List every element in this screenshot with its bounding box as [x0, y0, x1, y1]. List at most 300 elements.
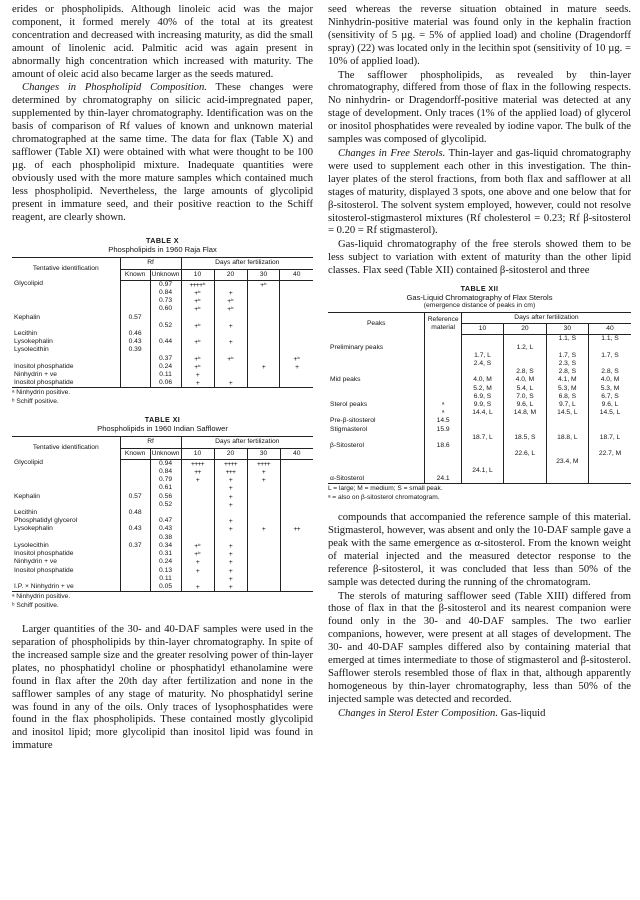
column-header: 30 [247, 448, 280, 459]
table-cell [461, 458, 503, 466]
row-label: Ninhydrin + ve [14, 558, 57, 566]
table-cell: 5.3, M [589, 385, 631, 393]
table-row [328, 442, 631, 450]
paragraph-text: Thin-layer and gas-liquid chromatography were used to supplement each other in this investigation. The thin-layer plates of the sterol fractions, from both flax and safflower at all stages of maturity, displayed 3 spots, one above and one below that for β-sitosterol. The solvent system employed, however, could not resolve sitosterol-stigmasterol mixtures (Rf cholesterol = 0.23; Rf β-sitosterol = 0.20 = Rf stigmasterol). [328, 147, 631, 237]
row-label: I.P. × Ninhydrin + ve [12, 583, 120, 592]
row-label: Phosphatidyl glycerol [14, 517, 78, 525]
table-cell: 0.61 [150, 484, 181, 492]
row-label [12, 534, 120, 542]
table-cell [504, 335, 546, 344]
table-cell: 0.47 [150, 517, 181, 525]
table-cell [425, 467, 461, 475]
table-row [12, 355, 313, 363]
table-title: Phospholipids in 1960 Indian Safflower [97, 424, 228, 434]
row-label: Glycolipid [14, 280, 43, 288]
table-cell: 0.52 [150, 501, 181, 509]
column-header: Rf [120, 258, 181, 269]
table-row [12, 289, 313, 297]
table-cell [181, 525, 214, 533]
table-cell [120, 363, 150, 371]
table-cell: 1.1, S [589, 335, 631, 344]
table-cell: 15.9 [425, 426, 461, 434]
table-cell: 9.7, L [546, 401, 588, 409]
column-header: Days after fertilization [181, 258, 313, 269]
table-cell [280, 534, 313, 542]
table-cell: 0.37 [120, 542, 150, 550]
table-cell: +ᵇ [181, 338, 214, 346]
table-row [12, 468, 313, 476]
table-cell [425, 335, 461, 344]
table-cell [247, 346, 280, 354]
row-label [328, 434, 425, 442]
paragraph: Gas-liquid chromatography of the free sterols showed them to be less subject to variation with extent of maturity than the other lipid classes. Flax seed (Table XII) contained β-sitosterol and three [328, 239, 631, 277]
table-cell: +ᵇ [181, 355, 214, 363]
table-cell [120, 517, 150, 525]
table-cell: 0.24 [150, 558, 181, 566]
table-cell [247, 509, 280, 517]
right-column [328, 4, 631, 722]
table-cell [120, 289, 150, 297]
table-cell: + [181, 476, 214, 484]
table-row [12, 575, 313, 583]
table-cell [504, 458, 546, 466]
table-cell [247, 583, 280, 592]
table-cell [425, 352, 461, 360]
table-cell: + [247, 468, 280, 476]
table-cell [546, 442, 588, 450]
table-title: Gas-Liquid Chromatography of Flax Sterols [406, 293, 553, 303]
table-cell: ++ [181, 468, 214, 476]
table-cell: 6.7, S [589, 393, 631, 401]
table-row [12, 314, 313, 322]
table-cell: 18.5, S [504, 434, 546, 442]
table-cell [280, 459, 313, 468]
table-row [328, 458, 631, 466]
table-cell [247, 371, 280, 379]
table-cell: 18.7, L [589, 434, 631, 442]
table-cell [461, 417, 503, 425]
table-footnote: ᵇ Schiff positive. [12, 398, 59, 406]
table-cell [589, 475, 631, 484]
table-cell: 0.48 [120, 509, 150, 517]
table-cell: + [214, 550, 247, 558]
table-cell [425, 376, 461, 384]
column-header: 20 [214, 448, 247, 459]
table-row [328, 475, 631, 484]
table-cell: 14.4, L [461, 409, 503, 417]
table-cell [280, 338, 313, 346]
row-label [12, 501, 120, 509]
column-header: 20 [504, 324, 546, 335]
table-cell [120, 305, 150, 313]
table-row [328, 417, 631, 425]
row-label: Inositol phosphatide [14, 362, 74, 370]
row-label: Pre-β-sitosterol [330, 417, 376, 425]
table-cell: 18.8, L [546, 434, 588, 442]
table-cell: 4.0, M [504, 376, 546, 384]
table-cell: +ᵇ [181, 542, 214, 550]
table-cell [589, 442, 631, 450]
table-cell: +ᵇ [280, 355, 313, 363]
table-row [12, 338, 313, 346]
row-label: Inositol phosphatide [12, 379, 120, 388]
column-header: Peaks [328, 313, 425, 335]
table-cell [181, 493, 214, 501]
table-cell [247, 297, 280, 305]
table-cell [120, 534, 150, 542]
table-cell: + [214, 476, 247, 484]
table-cell: +ᵇ [181, 322, 214, 330]
table-cell: 0.38 [150, 534, 181, 542]
table-cell: 0.43 [150, 525, 181, 533]
table-cell: + [214, 379, 247, 388]
table-cell: ++++ [181, 459, 214, 468]
table-cell: 0.84 [150, 289, 181, 297]
table-cell: 0.52 [150, 322, 181, 330]
table-cell [247, 355, 280, 363]
row-label: Preliminary peaks [330, 343, 384, 351]
table-cell [280, 305, 313, 313]
table-row [12, 371, 313, 379]
table-cell [120, 575, 150, 583]
table-cell: +++ [214, 468, 247, 476]
table-cell [504, 360, 546, 368]
table-cell [120, 371, 150, 379]
table-cell: 0.56 [150, 493, 181, 501]
table-footnote: ᵃ Ninhydrin positive. [12, 389, 71, 397]
table-cell: 1.7, L [461, 352, 503, 360]
table-cell [181, 314, 214, 322]
row-label [328, 409, 425, 417]
table-cell [120, 567, 150, 575]
column-header: Known [120, 269, 150, 280]
table-title: Phospholipids in 1960 Raja Flax [108, 245, 217, 255]
column-header: Reference material [425, 313, 461, 335]
table-footnote: ᵃ Ninhydrin positive. [12, 593, 71, 601]
table-cell: + [214, 542, 247, 550]
table-cell: + [214, 493, 247, 501]
table-cell [181, 534, 214, 542]
table-cell [461, 368, 503, 376]
table-cell [425, 360, 461, 368]
row-label [328, 450, 425, 458]
table-cell [120, 280, 150, 289]
table-cell [280, 314, 313, 322]
row-label [328, 467, 425, 475]
table-cell [214, 346, 247, 354]
table-cell [247, 322, 280, 330]
table-cell [589, 344, 631, 352]
table-row [12, 558, 313, 566]
table-cell [280, 542, 313, 550]
table-cell: 7.0, S [504, 393, 546, 401]
table-cell [280, 297, 313, 305]
table-cell: 2.8, S [589, 368, 631, 376]
left-column [12, 4, 313, 754]
table-cell [214, 509, 247, 517]
table-cell [150, 346, 181, 354]
table-cell [280, 379, 313, 388]
row-label [12, 305, 120, 313]
table-row [328, 352, 631, 360]
table-cell: + [247, 363, 280, 371]
column-header: 30 [247, 269, 280, 280]
table-cell: 0.39 [120, 346, 150, 354]
table-cell [120, 550, 150, 558]
row-label: Ninhydrin + ve [14, 371, 57, 379]
table-cell: 9.6, L [504, 401, 546, 409]
row-label: Glycolipid [14, 459, 43, 467]
table-cell: 6.8, S [546, 393, 588, 401]
table-cell: 0.34 [150, 542, 181, 550]
column-header: 30 [546, 324, 588, 335]
table-cell [247, 338, 280, 346]
table-row [12, 517, 313, 525]
table-footnote: ᵇ Schiff positive. [12, 602, 59, 610]
table-cell [120, 558, 150, 566]
table-cell [461, 442, 503, 450]
table-cell [247, 501, 280, 509]
table-cell [280, 468, 313, 476]
table-cell [181, 484, 214, 492]
table-cell: + [280, 363, 313, 371]
table-row [12, 542, 313, 550]
table-cell [280, 558, 313, 566]
table-cell [425, 434, 461, 442]
table-cell: + [214, 567, 247, 575]
table-cell [181, 346, 214, 354]
table-row [12, 509, 313, 517]
column-header: Days after fertilization [181, 437, 313, 448]
table-cell [214, 314, 247, 322]
row-label: Lysokephalin [14, 338, 53, 346]
table-cell: ++++ᵇ [181, 280, 214, 289]
table-cell [280, 575, 313, 583]
table-cell [181, 330, 214, 338]
table-cell: + [214, 322, 247, 330]
table-row [328, 344, 631, 352]
table-cell [461, 426, 503, 434]
table-cell [280, 583, 313, 592]
table-row [12, 322, 313, 330]
table-cell: 0.43 [120, 338, 150, 346]
table-cell: 0.97 [150, 280, 181, 289]
table-xii [328, 284, 631, 502]
column-header: Unknown [150, 269, 181, 280]
table-cell [181, 509, 214, 517]
table-cell [461, 344, 503, 352]
row-label [12, 322, 120, 330]
table-cell [247, 484, 280, 492]
column-header: 10 [181, 448, 214, 459]
table-cell: 4.0, M [589, 376, 631, 384]
table-cell [546, 475, 588, 484]
table-cell [247, 305, 280, 313]
table-cell: ᵃ [425, 409, 461, 417]
table-cell [247, 542, 280, 550]
table-cell [280, 330, 313, 338]
paragraph: erides or phospholipids. Although linoleic acid was the major component, it formed merely 40% of the total at its greatest concentration and decreased with increasing maturity, as did the small amount of linolenic acid. Palmitic acid was again present in abnormally high concentration which increased with maturity. The amount of oleic acid also became larger as the seeds matured. [12, 4, 313, 80]
table-cell: + [181, 567, 214, 575]
table-cell: 5.2, M [461, 385, 503, 393]
column-header: 10 [461, 324, 503, 335]
table-row [328, 409, 631, 417]
table-subtitle: (emergence distance of peaks in cm) [423, 302, 536, 310]
table-cell [120, 583, 150, 592]
row-label [328, 352, 425, 360]
table-cell: 14.5 [425, 417, 461, 425]
table-cell [247, 550, 280, 558]
table-cell [150, 314, 181, 322]
row-label: Sterol peaks [330, 401, 368, 409]
table-cell [181, 575, 214, 583]
row-label [12, 575, 120, 583]
table-cell [546, 426, 588, 434]
table-cell [280, 517, 313, 525]
table-cell [120, 459, 150, 468]
table-footnote: L = large; M = medium; S = small peak. [328, 485, 443, 493]
table-cell: 0.46 [120, 330, 150, 338]
table-cell: 0.43 [120, 525, 150, 533]
table-row [12, 484, 313, 492]
table-cell: 0.44 [150, 338, 181, 346]
row-label [12, 297, 120, 305]
table-cell: +ᵇ [214, 305, 247, 313]
table-cell [247, 575, 280, 583]
table-cell: 0.84 [150, 468, 181, 476]
table-cell [120, 379, 150, 388]
table-cell [280, 501, 313, 509]
row-label: Lecithin [14, 330, 38, 338]
table-cell: +ᵇ [214, 355, 247, 363]
column-header: 40 [280, 269, 313, 280]
row-label [12, 476, 120, 484]
table-grid [12, 257, 313, 388]
table-cell [425, 368, 461, 376]
table-cell: 0.57 [120, 493, 150, 501]
table-cell: + [214, 517, 247, 525]
row-label: β-Sitosterol [330, 442, 364, 450]
paragraph [12, 82, 313, 224]
table-cell [181, 517, 214, 525]
column-header: Days after fertilization [461, 313, 631, 324]
table-cell: 24.1 [425, 475, 461, 484]
table-xi [12, 415, 313, 610]
table-body [328, 335, 631, 484]
table-cell: ++ [280, 525, 313, 533]
column-header: Rf [120, 437, 181, 448]
table-cell [546, 417, 588, 425]
table-cell: + [181, 371, 214, 379]
table-cell: 2.8, S [546, 368, 588, 376]
table-cell [461, 450, 503, 458]
table-cell: 1.2, L [504, 344, 546, 352]
table-body [12, 280, 313, 388]
table-cell: + [214, 484, 247, 492]
table-cell [120, 297, 150, 305]
table-cell: 0.60 [150, 305, 181, 313]
table-cell: 23.4, M [546, 458, 588, 466]
table-cell: + [247, 476, 280, 484]
row-label: α-Sitosterol [328, 475, 425, 484]
table-cell [120, 468, 150, 476]
table-cell [280, 476, 313, 484]
table-row [12, 305, 313, 313]
table-cell: 0.24 [150, 363, 181, 371]
column-header: Tentative identification [12, 437, 120, 459]
column-header: 20 [214, 269, 247, 280]
table-cell [120, 476, 150, 484]
table-row [12, 330, 313, 338]
table-cell: 2.3, S [546, 360, 588, 368]
table-cell: + [247, 525, 280, 533]
table-cell: +ᵇ [181, 305, 214, 313]
paragraph: compounds that accompanied the reference sample of this material. Stigmasterol, however, was absent and only the 10-DAF sample gave a peak with the same emergence as α-sitosterol. From the known weight of material injected and the measured detector response to the reference β-sitosterol, it was concluded that less than 50% of the sample was detected during the running of the chromatogram. [328, 512, 631, 588]
table-cell [247, 567, 280, 575]
row-label [328, 335, 425, 344]
table-row [328, 434, 631, 442]
table-row [12, 297, 313, 305]
paragraph-text: Gas-liquid [498, 707, 546, 719]
table-row [12, 493, 313, 501]
table-cell [280, 280, 313, 289]
table-cell [589, 467, 631, 475]
table-cell [589, 417, 631, 425]
table-cell: +ᵇ [181, 289, 214, 297]
table-label: TABLE XII [460, 284, 499, 294]
table-row [12, 280, 313, 289]
row-label: Lysolecithin [14, 346, 49, 354]
table-row [12, 363, 313, 371]
table-cell [120, 322, 150, 330]
table-cell: ++++ [214, 459, 247, 468]
table-label: TABLE X [145, 236, 179, 246]
row-label [12, 468, 120, 476]
table-row [12, 379, 313, 388]
table-cell: 14.5, L [546, 409, 588, 417]
row-label: Lysolecithin [14, 541, 49, 549]
table-cell [589, 360, 631, 368]
table-cell: +ᵇ [247, 280, 280, 289]
table-cell: + [214, 289, 247, 297]
table-cell [247, 379, 280, 388]
section-heading: Changes in Sterol Ester Composition. [338, 707, 498, 719]
row-label [328, 360, 425, 368]
row-label [12, 484, 120, 492]
table-cell: 0.11 [150, 575, 181, 583]
row-label: Lecithin [14, 509, 38, 517]
table-cell: 0.79 [150, 476, 181, 484]
table-cell [504, 467, 546, 475]
table-cell [461, 335, 503, 344]
section-heading: Changes in Phospholipid Composition. [22, 82, 207, 94]
row-label [328, 393, 425, 401]
table-row [328, 401, 631, 409]
table-cell [504, 442, 546, 450]
table-row [328, 426, 631, 434]
row-label: Mid peaks [330, 376, 361, 384]
table-cell [425, 344, 461, 352]
table-cell: 9.6, L [589, 401, 631, 409]
table-cell: 5.4, L [504, 385, 546, 393]
column-header: 10 [181, 269, 214, 280]
table-cell: +ᵇ [214, 297, 247, 305]
table-row [328, 376, 631, 384]
table-cell: 0.57 [120, 314, 150, 322]
table-row [328, 360, 631, 368]
table-cell [280, 346, 313, 354]
table-row [12, 534, 313, 542]
